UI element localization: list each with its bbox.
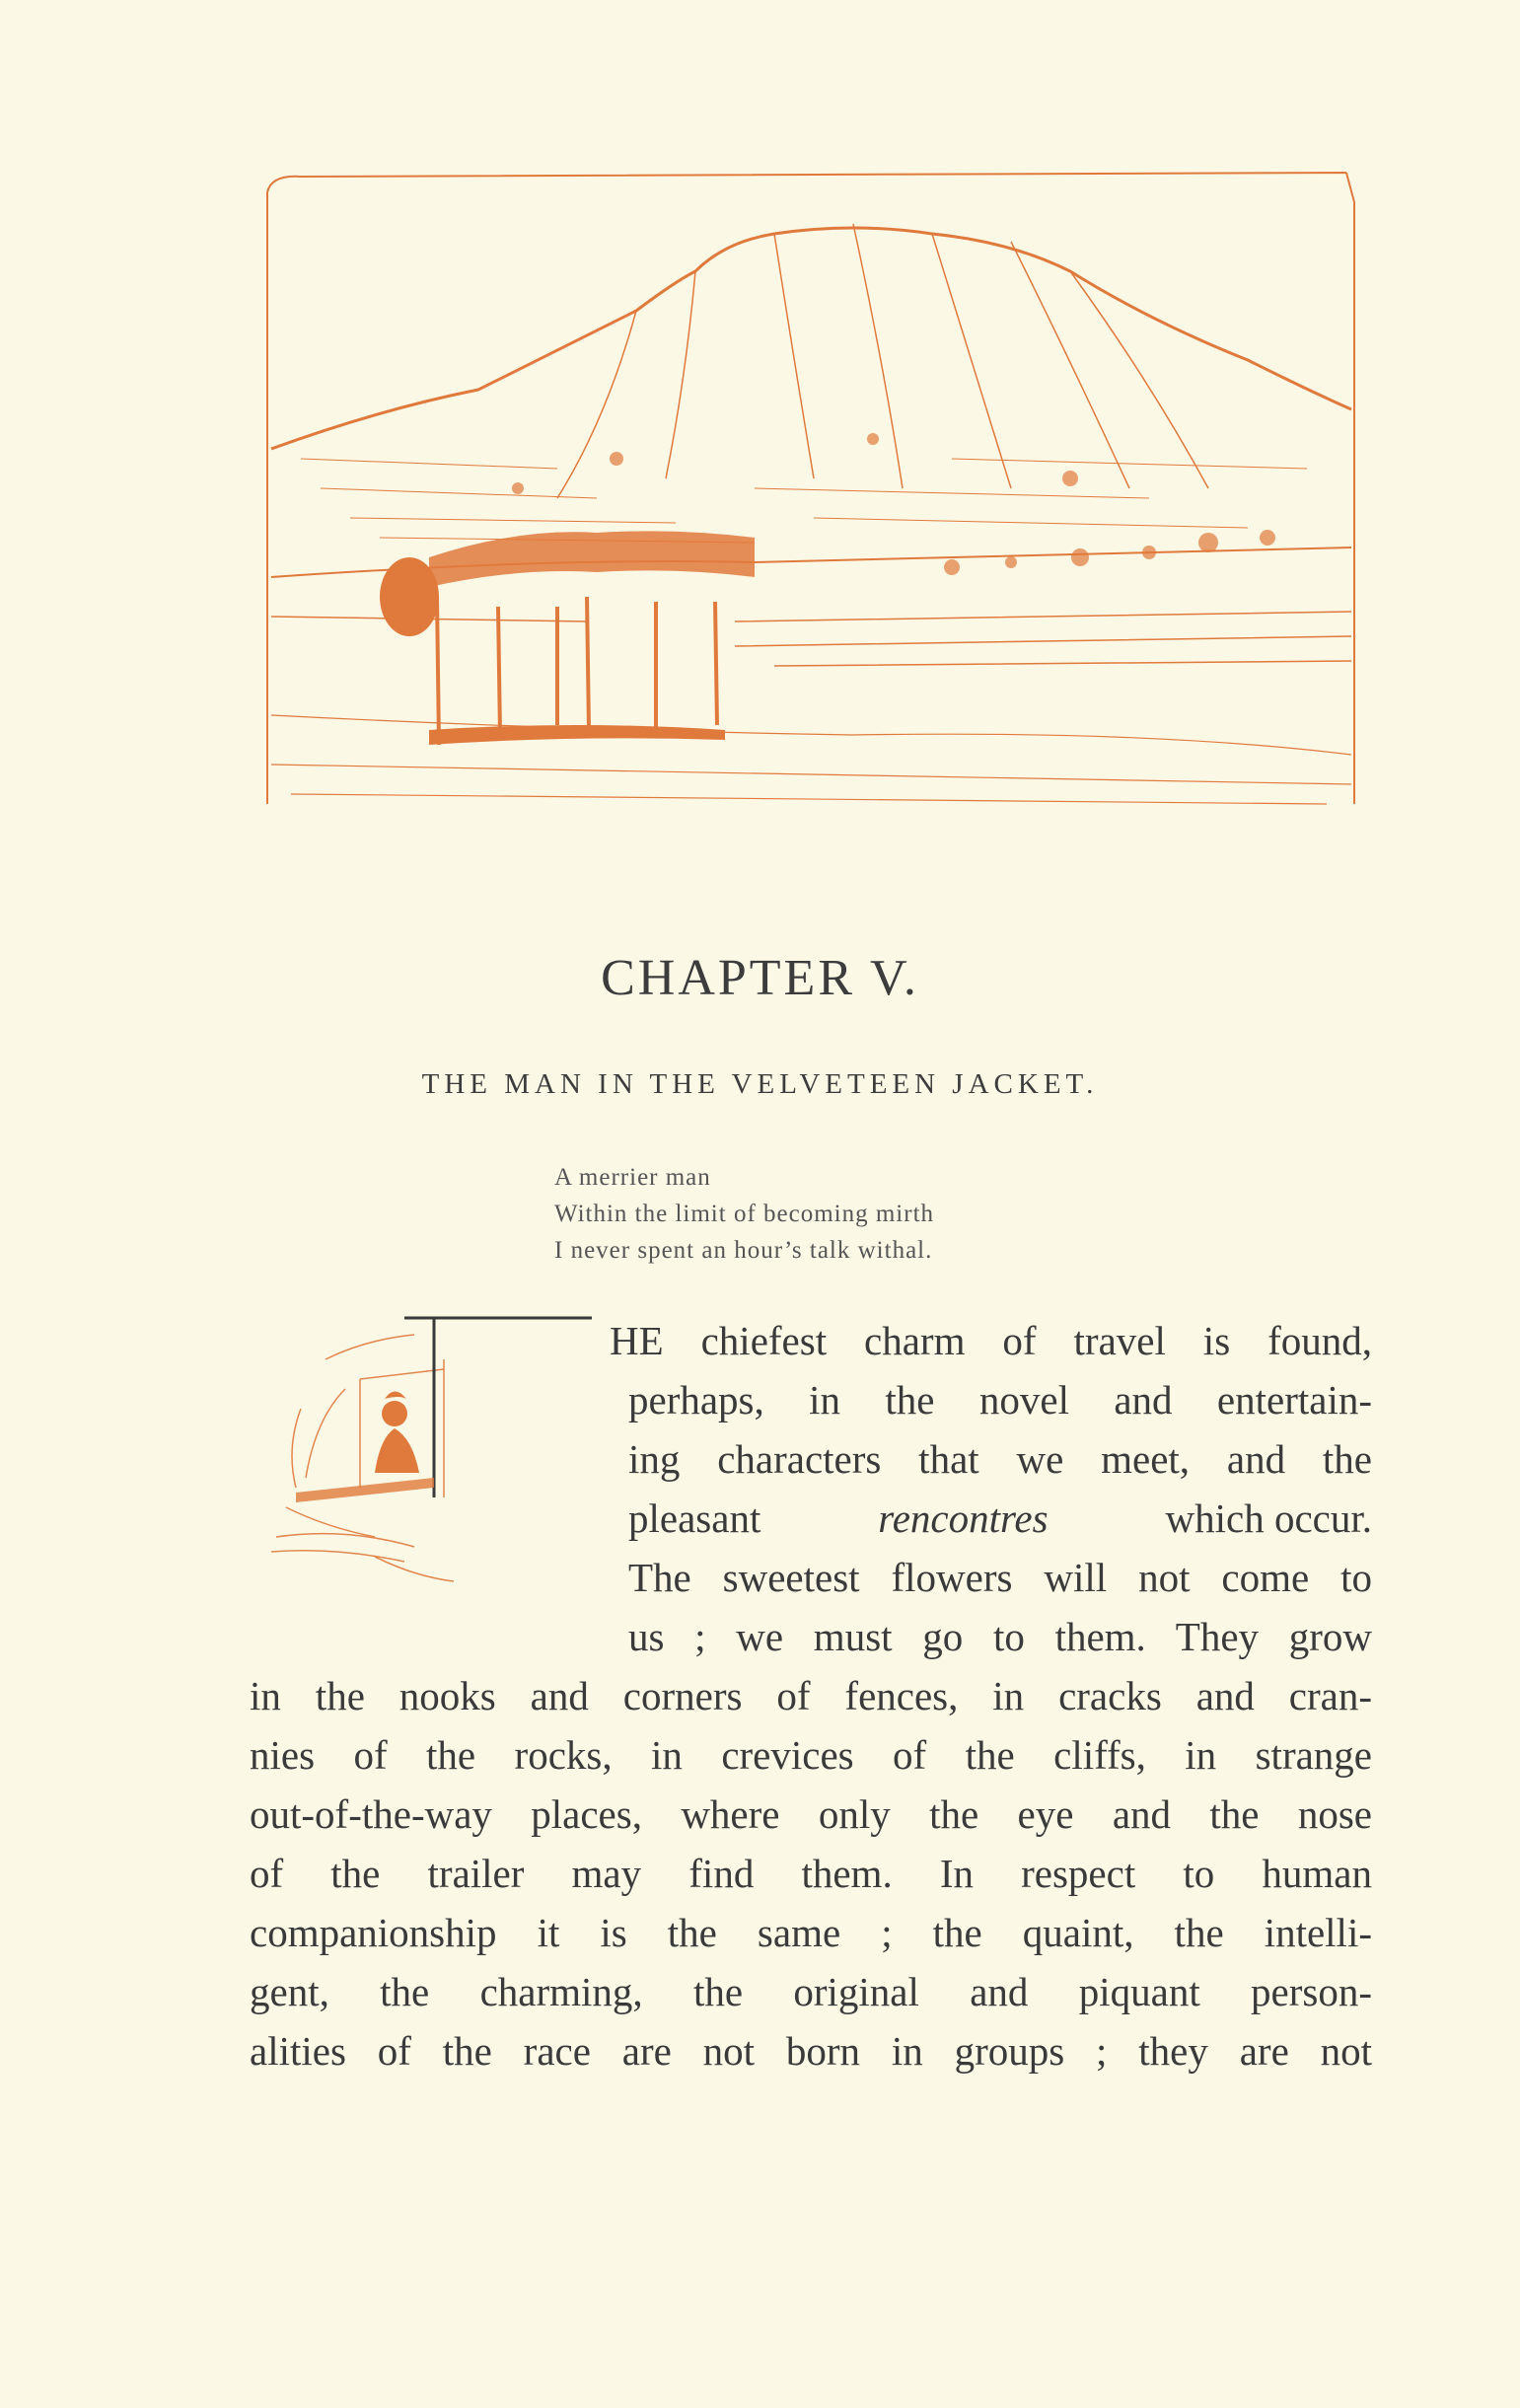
paragraph-line [628,1495,1372,1542]
line-word: which occur. [1165,1496,1372,1541]
epigraph-line: I never spent an hour’s talk withal. [554,1237,933,1264]
paragraph-line: us ; we must go to them. They grow [628,1614,1372,1659]
paragraph-line: companionship it is the same ; the quaint, the intelli- [250,1910,1372,1955]
chapter-subtitle: THE MAN IN THE VELVETEEN JACKET. [421,1068,1099,1100]
paragraph-line: The sweetest flowers will not come to [628,1555,1372,1600]
chapter-title: CHAPTER V. [601,950,919,1006]
paragraph-line: in the nooks and corners of fences, in cracks and cran- [250,1673,1372,1718]
paragraph-line: out-of-the-way places, where only the eye and the nose [250,1791,1372,1837]
mountain-landscape-illustration [261,163,1361,814]
epigraph [554,1159,934,1269]
line-word: pleasant [628,1496,761,1541]
epigraph-line: Within the limit of becoming mirth [554,1201,935,1227]
paragraph-line: alities of the race are not born in groups ; they are not [250,2028,1372,2074]
italic-word-rencontres: rencontres [878,1496,1049,1541]
paragraph-line: perhaps, in the novel and entertain- [628,1377,1372,1423]
paragraph-line: ing characters that we meet, and the [628,1436,1372,1482]
epigraph-line: A merrier man [554,1164,711,1191]
paragraph-line: of the trailer may find them. In respect to human [250,1851,1372,1896]
initial-letter-vignette [266,1300,602,1596]
paragraph-line: HE chiefest charm of travel is found, [610,1318,1372,1363]
paragraph-line: gent, the charming, the original and piquant person- [250,1969,1372,2014]
paragraph-line: nies of the rocks, in crevices of the cliffs, in strange [250,1732,1372,1778]
